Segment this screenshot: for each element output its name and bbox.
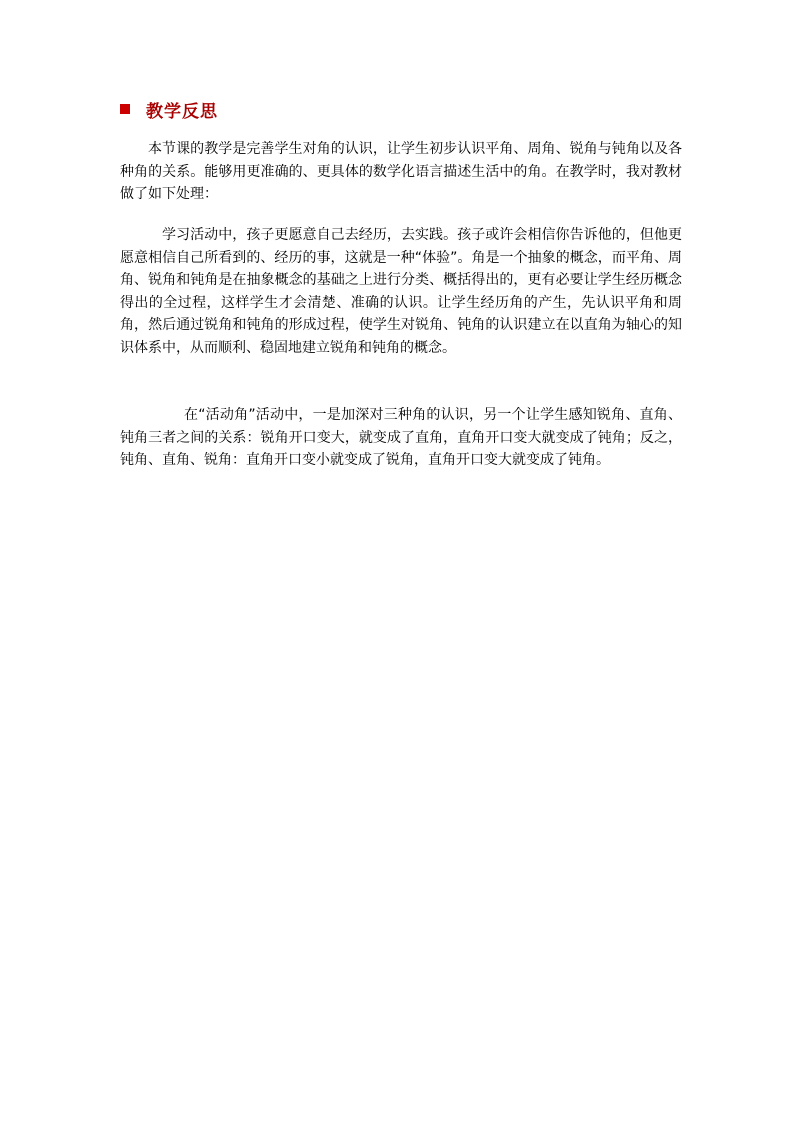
paragraph-activity-angle: 在“活动角”活动中，一是加深对三种角的认识，另一个让学生感知锐角、直角、钝角三者之间的关系：锐角开口变大，就变成了直角，直角开口变大就变成了钝角；反之，钝角、直角、锐角：直角开口变小就变成了锐角，直角开口变大就变成了钝角。 (120, 407, 682, 468)
paragraph-intro: 本节课的教学是完善学生对角的认识，让学生初步认识平角、周角、锐角与钝角以及各种角的关系。能够用更准确的、更具体的数学化语言描述生活中的角。在教学时，我对教材做了如下处理： (120, 141, 682, 202)
section-heading (120, 98, 218, 120)
section-title: 教学反思 (146, 101, 218, 122)
paragraph-learning-activity: 学习活动中，孩子更愿意自己去经历，去实践。孩子或许会相信你告诉他的，但他更愿意相信自己所看到的、经历的事，这就是一种“体验”。角是一个抽象的概念，而平角、周角、锐角和钝角是在抽象概念的基础之上进行分类、概括得出的，更有必要让学生经历概念得出的全过程，这样学生才会清楚、准确的认识。让学生经历角的产生，先认识平角和周角，然后通过锐角和钝角的形成过程，使学生对锐角、钝角的认识建立在以直角为轴心的知识体系中，从而顺利、稳固地建立锐角和钝角的概念。 (120, 227, 682, 356)
square-bullet-icon (120, 104, 130, 114)
